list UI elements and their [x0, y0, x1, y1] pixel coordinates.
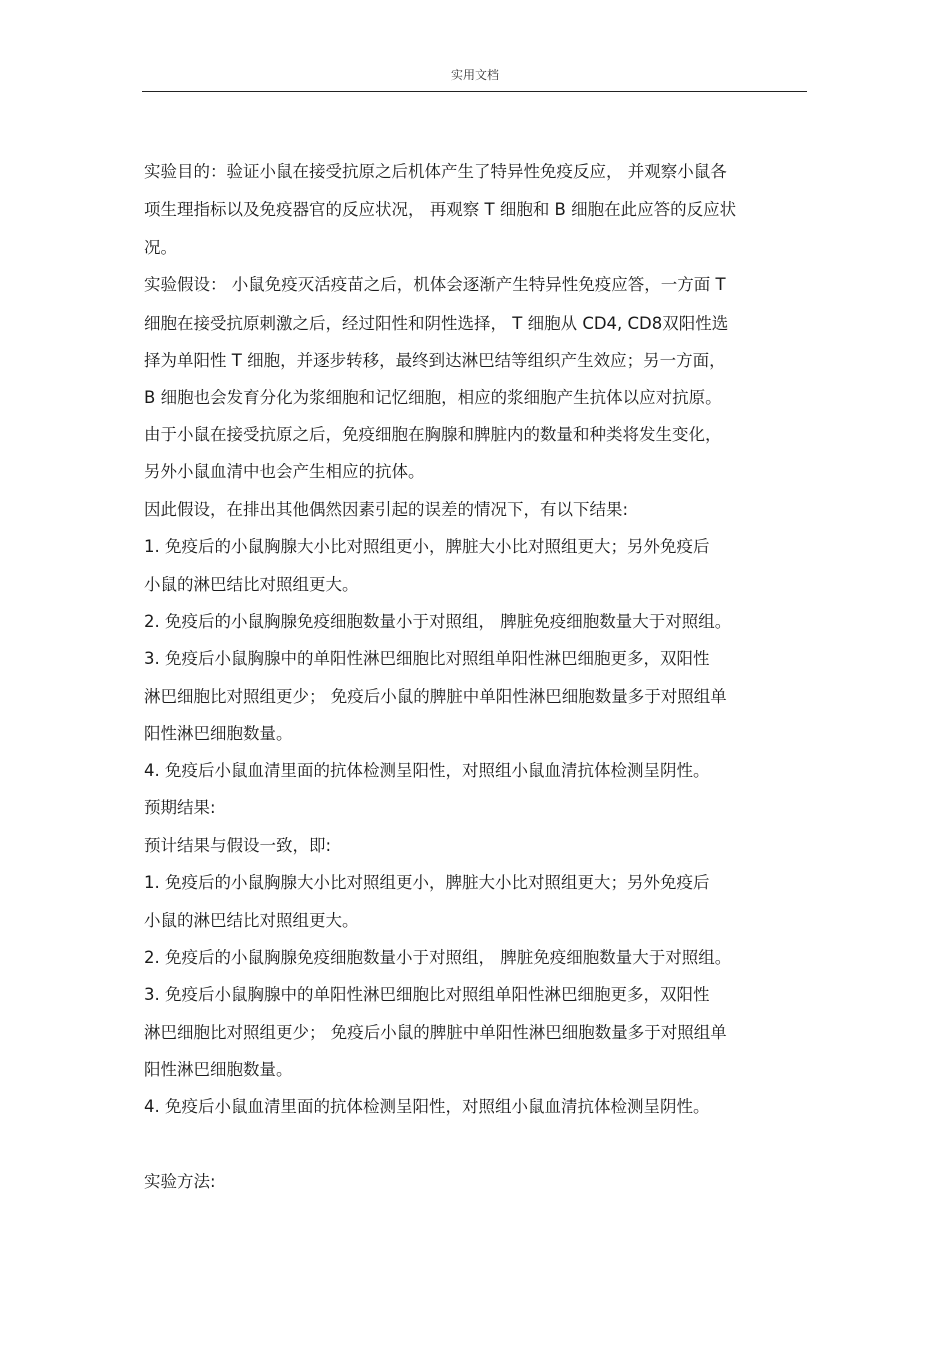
text-line: 4. 免疫后小鼠血清里面的抗体检测呈阳性，对照组小鼠血清抗体检测呈阴性。	[144, 761, 710, 780]
text-line: B 细胞也会发育分化为浆细胞和记忆细胞，相应的浆细胞产生抗体以应对抗原。	[144, 388, 722, 407]
text-line: 择为单阳性 T 细胞，并逐步转移，最终到达淋巴结等组织产生效应；另一方面，	[144, 351, 726, 370]
text-line: 阳性淋巴细胞数量。	[144, 724, 293, 743]
text-line: 2. 免疫后的小鼠胸腺免疫细胞数量小于对照组， 脾脏免疫细胞数量大于对照组。	[144, 612, 732, 631]
text-line: 阳性淋巴细胞数量。	[144, 1060, 293, 1079]
section-heading: 预期结果:	[144, 798, 216, 817]
text-line: 4. 免疫后小鼠血清里面的抗体检测呈阳性，对照组小鼠血清抗体检测呈阴性。	[144, 1097, 710, 1116]
page-header: 实用文档	[450, 68, 499, 82]
section-heading: 实验方法:	[144, 1172, 216, 1191]
text-line: 由于小鼠在接受抗原之后，免疫细胞在胸腺和脾脏内的数量和种类将发生变化，	[144, 425, 722, 444]
text-line: 细胞在接受抗原刺激之后，经过阳性和阴性选择， T 细胞从 CD4, CD8双阳性选	[144, 314, 729, 333]
text-line: 淋巴细胞比对照组更少； 免疫后小鼠的脾脏中单阳性淋巴细胞数量多于对照组单	[144, 687, 727, 706]
text-line: 另外小鼠血清中也会产生相应的抗体。	[144, 462, 425, 481]
text-line: 2. 免疫后的小鼠胸腺免疫细胞数量小于对照组， 脾脏免疫细胞数量大于对照组。	[144, 948, 732, 967]
text-line: 1. 免疫后的小鼠胸腺大小比对照组更小，脾脏大小比对照组更大；另外免疫后	[144, 537, 710, 556]
text-line: 3. 免疫后小鼠胸腺中的单阳性淋巴细胞比对照组单阳性淋巴细胞更多，双阳性	[144, 649, 710, 668]
header-divider	[142, 91, 807, 92]
text-line: 况。	[144, 238, 177, 257]
text-line: 淋巴细胞比对照组更少； 免疫后小鼠的脾脏中单阳性淋巴细胞数量多于对照组单	[144, 1023, 727, 1042]
text-line: 实验假设： 小鼠免疫灭活疫苗之后，机体会逐渐产生特异性免疫应答，一方面 T	[144, 275, 726, 294]
text-line: 因此假设，在排出其他偶然因素引起的误差的情况下，有以下结果:	[144, 500, 629, 519]
text-line: 3. 免疫后小鼠胸腺中的单阳性淋巴细胞比对照组单阳性淋巴细胞更多，双阳性	[144, 985, 710, 1004]
text-line: 小鼠的淋巴结比对照组更大。	[144, 911, 359, 930]
text-line: 1. 免疫后的小鼠胸腺大小比对照组更小，脾脏大小比对照组更大；另外免疫后	[144, 873, 710, 892]
text-line: 小鼠的淋巴结比对照组更大。	[144, 575, 359, 594]
text-line: 预计结果与假设一致，即:	[144, 836, 332, 855]
text-line: 实验目的：验证小鼠在接受抗原之后机体产生了特异性免疫反应， 并观察小鼠各	[144, 162, 727, 181]
text-line: 项生理指标以及免疫器官的反应状况， 再观察 T 细胞和 B 细胞在此应答的反应状	[144, 200, 737, 219]
